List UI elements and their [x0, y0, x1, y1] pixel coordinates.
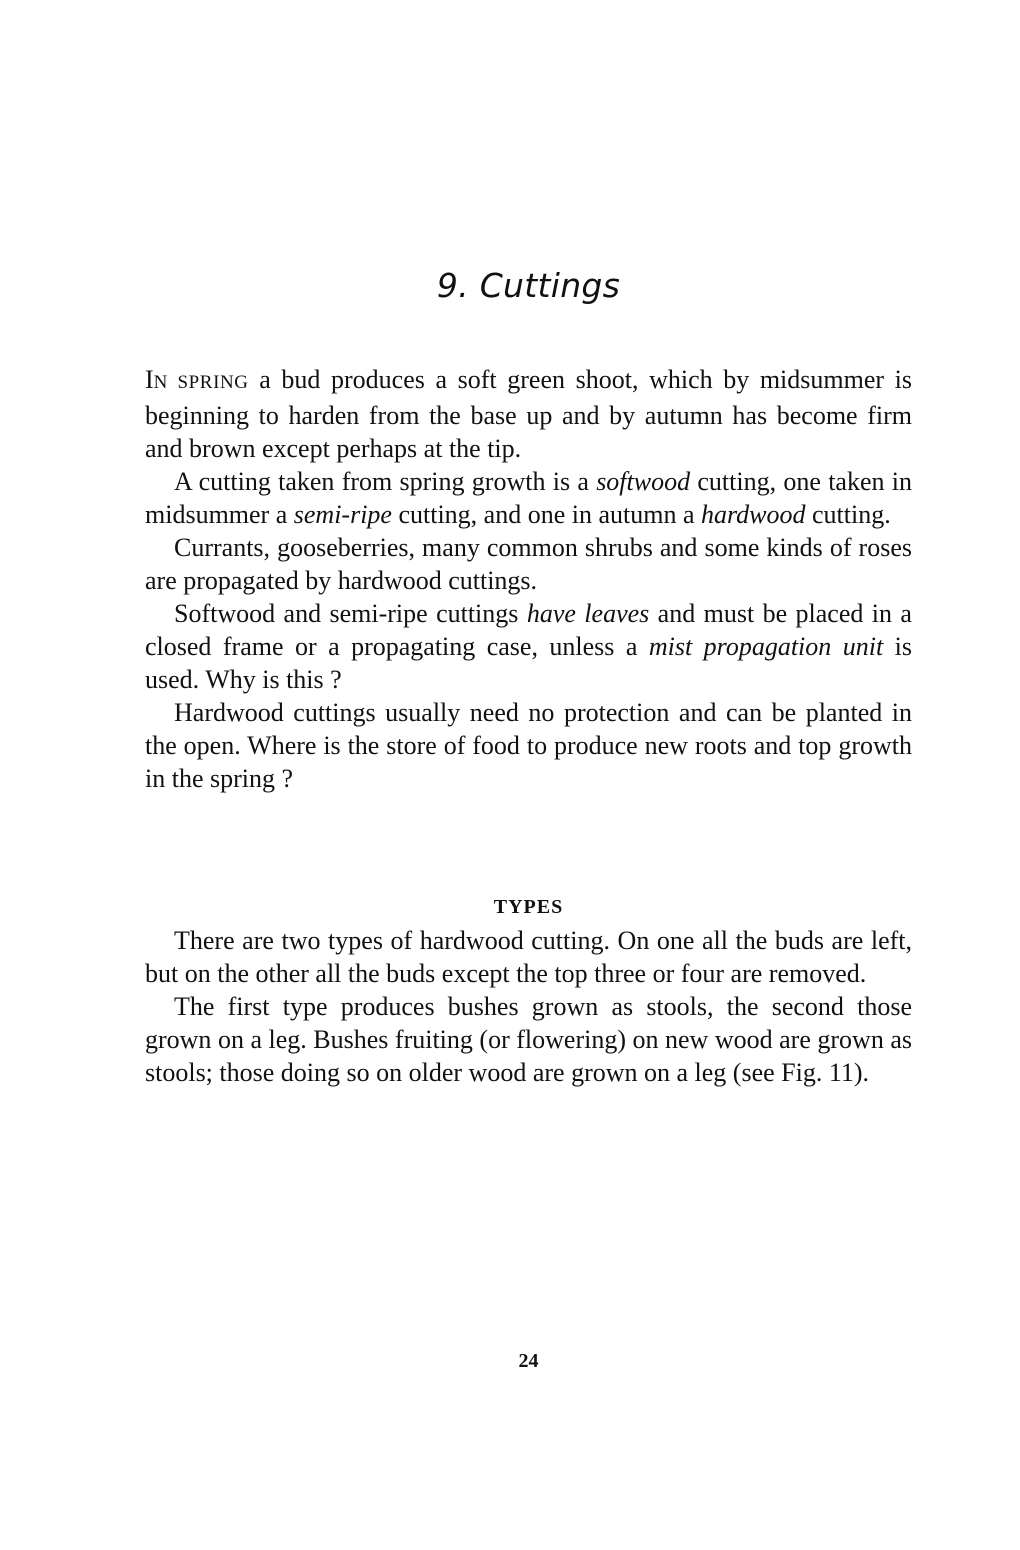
- term-hardwood: hardwood: [701, 500, 806, 529]
- types-section: [145, 892, 912, 1089]
- p2-text-c: cutting, and one in autumn a: [391, 500, 702, 529]
- book-page: [145, 0, 912, 1550]
- p4-text-b: and must be placed in a closed frame or a propagating case, unless a: [145, 599, 912, 661]
- section-heading-types: TYPES: [493, 896, 564, 918]
- intro-paragraph-1: [145, 363, 912, 465]
- intro-paragraph-2: [145, 465, 912, 531]
- p2-text-b: cutting, one taken in midsummer a: [145, 467, 913, 529]
- p4-text-a: Softwood and semi-ripe cuttings: [174, 599, 527, 628]
- smallcaps-lead: N SPRING: [153, 372, 249, 393]
- intro-paragraph-5: Hardwood cuttings usually need no protection and can be planted in the open. Where is the store of food to produce new roots and top growth in the spring ?: [145, 698, 912, 793]
- intro-section: [145, 363, 912, 795]
- chapter-title: 9. Cuttings: [436, 266, 621, 305]
- term-semi-ripe: semi-ripe: [293, 500, 392, 529]
- p2-text-d: cutting.: [805, 500, 891, 529]
- intro-paragraph-4: [145, 597, 912, 696]
- intro-paragraph-3: Currants, gooseberries, many common shrubs and some kinds of roses are propagated by hardwood cuttings.: [145, 533, 912, 595]
- page-number: 24: [518, 1350, 539, 1372]
- term-softwood: softwood: [596, 467, 691, 496]
- term-mist-propagation-unit: mist propagation unit: [648, 632, 884, 661]
- types-paragraph-2: The first type produces bushes grown as stools, the second those grown on a leg. Bushes fruiting (or flowering) on new wood are grown as stools; those doing so on older wood are grown on a leg (see Fig. 11).: [145, 992, 912, 1087]
- types-paragraph-1: There are two types of hardwood cutting. On one all the buds are left, but on the other all the buds except the top three or four are removed.: [145, 926, 912, 988]
- p2-text-a: A cutting taken from spring growth is a: [174, 467, 597, 496]
- intro-paragraph-1-text: a bud produces a soft green shoot, which by midsummer is beginning to harden from the base up and by autumn has become firm and brown except perhaps at the tip.: [145, 365, 912, 463]
- term-have-leaves: have leaves: [526, 599, 650, 628]
- smallcaps-initial: I: [145, 365, 154, 394]
- p4-text-c: is used. Why is this ?: [145, 632, 912, 694]
